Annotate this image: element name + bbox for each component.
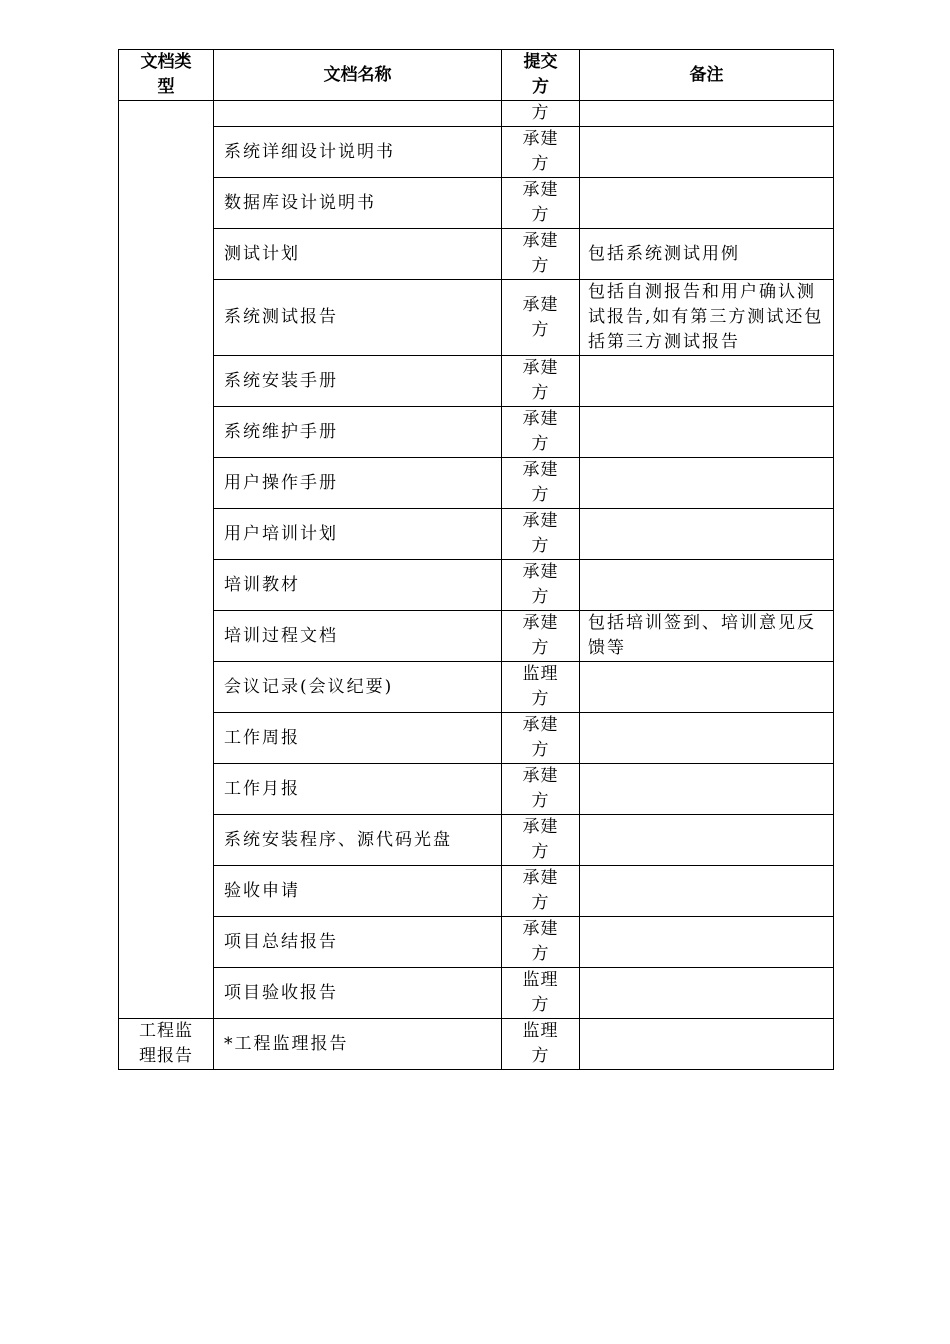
submitter-cell: 承建方 [502, 356, 580, 407]
remarks-cell [580, 127, 834, 178]
table-row [119, 229, 834, 280]
submitter-cell: 监理方 [502, 662, 580, 713]
doc-name-cell: 系统测试报告 [214, 280, 502, 356]
table-row [119, 407, 834, 458]
header-submitter: 提交方 [502, 50, 580, 101]
submitter-cell: 承建方 [502, 178, 580, 229]
remarks-cell [580, 662, 834, 713]
table-row [119, 560, 834, 611]
submitter-cell: 承建方 [502, 560, 580, 611]
doc-name-cell: 工作周报 [214, 713, 502, 764]
doc-name-cell: 系统维护手册 [214, 407, 502, 458]
table-row [119, 127, 834, 178]
submitter-cell: 承建方 [502, 509, 580, 560]
remarks-cell [580, 101, 834, 127]
table-row [119, 917, 834, 968]
doc-name-cell: 验收申请 [214, 866, 502, 917]
doc-name-cell: 项目验收报告 [214, 968, 502, 1019]
remarks-cell: 包括系统测试用例 [580, 229, 834, 280]
doc-name-cell: 系统安装手册 [214, 356, 502, 407]
remarks-cell [580, 407, 834, 458]
remarks-cell [580, 560, 834, 611]
header-doc-type: 文档类型 [119, 50, 214, 101]
remarks-cell [580, 1019, 834, 1070]
submitter-cell: 承建方 [502, 713, 580, 764]
table-row [119, 713, 834, 764]
document-table [118, 49, 834, 1070]
table-row [119, 764, 834, 815]
doc-name-cell: 系统安装程序、源代码光盘 [214, 815, 502, 866]
table-header-row [119, 50, 834, 101]
table-row [119, 662, 834, 713]
submitter-cell: 承建方 [502, 815, 580, 866]
submitter-cell: 方 [502, 101, 580, 127]
table-row-supervision-report [119, 1019, 834, 1070]
remarks-cell [580, 458, 834, 509]
remarks-cell [580, 764, 834, 815]
table-row [119, 509, 834, 560]
submitter-cell: 承建方 [502, 917, 580, 968]
submitter-cell: 监理方 [502, 968, 580, 1019]
doc-name-cell: 系统详细设计说明书 [214, 127, 502, 178]
doc-name-cell: 会议记录(会议纪要) [214, 662, 502, 713]
submitter-cell: 承建方 [502, 458, 580, 509]
doc-name-cell: *工程监理报告 [214, 1019, 502, 1070]
remarks-cell [580, 968, 834, 1019]
doc-name-cell: 数据库设计说明书 [214, 178, 502, 229]
remarks-cell [580, 917, 834, 968]
doc-name-cell: 用户培训计划 [214, 509, 502, 560]
remarks-cell [580, 815, 834, 866]
table-row [119, 101, 834, 127]
submitter-cell: 承建方 [502, 764, 580, 815]
doc-type-cell-empty [119, 101, 214, 1019]
table-row [119, 458, 834, 509]
doc-name-cell [214, 101, 502, 127]
remarks-cell [580, 356, 834, 407]
header-doc-name: 文档名称 [214, 50, 502, 101]
table-row [119, 815, 834, 866]
remarks-cell: 包括自测报告和用户确认测试报告,如有第三方测试还包括第三方测试报告 [580, 280, 834, 356]
table-row [119, 280, 834, 356]
doc-name-cell: 用户操作手册 [214, 458, 502, 509]
submitter-cell: 承建方 [502, 229, 580, 280]
doc-name-cell: 培训教材 [214, 560, 502, 611]
remarks-cell [580, 866, 834, 917]
doc-name-cell: 培训过程文档 [214, 611, 502, 662]
submitter-cell: 监理方 [502, 1019, 580, 1070]
table-row [119, 356, 834, 407]
submitter-cell: 承建方 [502, 611, 580, 662]
remarks-cell: 包括培训签到、培训意见反馈等 [580, 611, 834, 662]
submitter-cell: 承建方 [502, 407, 580, 458]
remarks-cell [580, 178, 834, 229]
remarks-cell [580, 713, 834, 764]
doc-name-cell: 工作月报 [214, 764, 502, 815]
table-row [119, 968, 834, 1019]
table-row [119, 611, 834, 662]
submitter-cell: 承建方 [502, 280, 580, 356]
submitter-cell: 承建方 [502, 866, 580, 917]
table-row [119, 866, 834, 917]
doc-name-cell: 测试计划 [214, 229, 502, 280]
table-row [119, 178, 834, 229]
remarks-cell [580, 509, 834, 560]
doc-type-cell: 工程监理报告 [119, 1019, 214, 1070]
header-remarks: 备注 [580, 50, 834, 101]
doc-name-cell: 项目总结报告 [214, 917, 502, 968]
submitter-cell: 承建方 [502, 127, 580, 178]
